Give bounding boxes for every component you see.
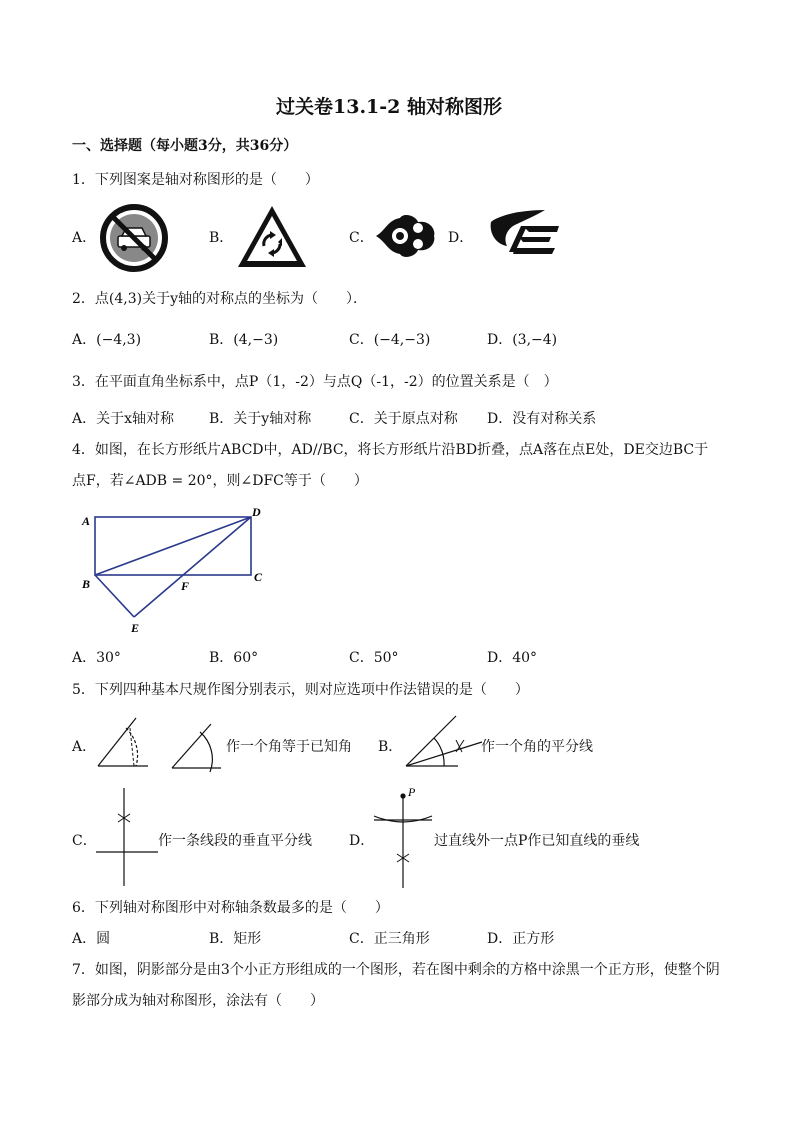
q5-option-b-text: 作一个角的平分线: [481, 739, 593, 755]
q4-option-d: D．40°: [487, 650, 538, 666]
q5a-copy-angle-construction: [96, 712, 221, 774]
q1-stem: 1．下列图案是轴对称图形的是（ ）: [72, 172, 319, 188]
q6-option-b: B．矩形: [209, 931, 262, 947]
q2-option-a: A．(−4,3): [72, 332, 142, 348]
q2-stem: 2．点(4,3)关于y轴的对称点的坐标为（ ）．: [72, 291, 368, 307]
point-C-label: C: [254, 570, 263, 584]
stylized-E-logo-icon: [485, 208, 565, 260]
q1-option-d-label: D．: [448, 230, 474, 246]
q4-stem-line2: 点F，若∠ADB = 20°，则∠DFC等于（ ）: [72, 473, 368, 489]
point-D-label: D: [252, 505, 261, 519]
q5-option-c-label: C．: [72, 833, 97, 849]
q1-option-b-label: B．: [209, 230, 234, 246]
q6-option-d: D．正方形: [487, 931, 555, 947]
page-title: 过关卷13.1-2 轴对称图形: [276, 96, 502, 118]
q2-option-c: C．(−4,−3): [349, 332, 431, 348]
q5-option-a-label: A．: [72, 739, 97, 755]
q4-option-a: A．30°: [72, 650, 121, 666]
no-car-sign-icon: [100, 204, 168, 272]
q5-option-d-text: 过直线外一点P作已知直线的垂线: [434, 833, 640, 849]
q4-option-c: C．50°: [349, 650, 399, 666]
point-P-label: P: [408, 785, 416, 799]
q5-option-d-label: D．: [349, 833, 375, 849]
cloud-swirl-logo-icon: [374, 212, 438, 260]
q3-stem: 3．在平面直角坐标系中，点P（1，-2）与点Q（-1，-2）的位置关系是（ ）: [72, 374, 558, 390]
q5-option-b-label: B．: [378, 739, 403, 755]
q3-option-b: B．关于y轴对称: [209, 411, 312, 427]
q7-stem-line1: 7．如图，阴影部分是由3个小正方形组成的一个图形，若在图中剩余的方格中涂黑一个正方形，使整个阴: [72, 962, 720, 978]
q6-option-a: A．圆: [72, 931, 111, 947]
q5-stem: 5．下列四种基本尺规作图分别表示，则对应选项中作法错误的是（ ）: [72, 682, 529, 698]
q7-stem-line2: 影部分成为轴对称图形，涂法有（ ）: [72, 993, 324, 1009]
q5-option-a-text: 作一个角等于已知角: [226, 739, 352, 755]
point-E-label: E: [131, 621, 140, 635]
q3-option-c: C．关于原点对称: [349, 411, 458, 427]
q3-option-d: D．没有对称关系: [487, 411, 597, 427]
q4-stem-line1: 4．如图，在长方形纸片ABCD中，AD//BC，将长方形纸片沿BD折叠，点A落在点E处，DE交边BC于: [72, 442, 709, 458]
q6-option-c: C．正三角形: [349, 931, 430, 947]
q4-folded-rectangle-figure: [76, 502, 276, 640]
point-B-label: B: [82, 577, 91, 591]
roundabout-warning-sign-icon: [236, 204, 308, 270]
q5d-perpendicular-from-point-construction: [370, 782, 436, 890]
q5c-perpendicular-bisector-construction: [94, 786, 160, 888]
q2-option-b: B．(4,−3): [209, 332, 279, 348]
section-heading: 一、选择题（每小题3分，共36分）: [72, 138, 298, 154]
point-F-label: F: [181, 579, 190, 593]
q1-option-c-label: C．: [349, 230, 374, 246]
q1-option-a-label: A．: [72, 230, 97, 246]
q3-option-a: A．关于x轴对称: [72, 411, 175, 427]
q5-option-c-text: 作一条线段的垂直平分线: [158, 833, 312, 849]
q4-option-b: B．60°: [209, 650, 259, 666]
q2-option-d: D．(3,−4): [487, 332, 558, 348]
q5b-angle-bisector-construction: [404, 712, 484, 774]
point-A-label: A: [82, 514, 91, 528]
q6-stem: 6．下列轴对称图形中对称轴条数最多的是（ ）: [72, 900, 389, 916]
